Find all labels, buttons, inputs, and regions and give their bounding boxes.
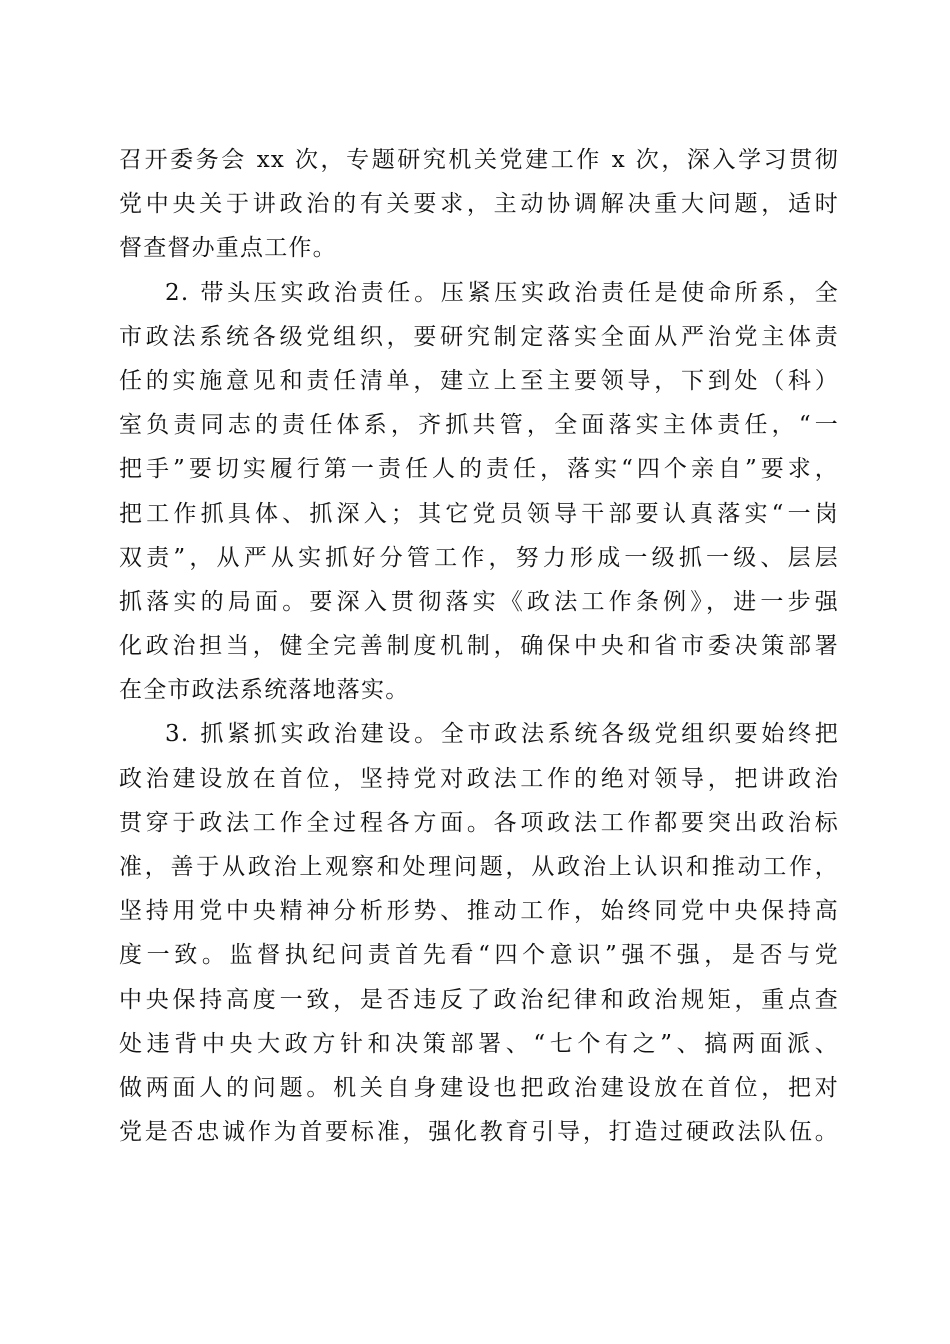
text-line: 化政治担当，健全完善制度机制，确保中央和省市委决策部署 (119, 633, 839, 660)
text-line: 双责”，从严从实抓好分管工作，努力形成一级抓一级、层层 (119, 544, 839, 571)
paragraph-heading-line: 3. 抓紧抓实政治建设。全市政法系统各级党组织要始终把 (165, 721, 839, 748)
text-line: 在全市政法系统落地落实。 (119, 677, 410, 704)
text-line: 坚持用党中央精神分析形势、推动工作，始终同党中央保持高 (119, 898, 839, 925)
text-line: 做两面人的问题。机关自身建设也把政治建设放在首位，把对 (119, 1074, 839, 1101)
text-line: 室负责同志的责任体系，齐抓共管，全面落实主体责任，“一 (119, 412, 839, 439)
text-line: 党是否忠诚作为首要标准，强化教育引导，打造过硬政法队伍。 (119, 1119, 839, 1146)
text-line: 市政法系统各级党组织，要研究制定落实全面从严治党主体责 (119, 323, 839, 350)
paragraph-heading-line: 2. 带头压实政治责任。压紧压实政治责任是使命所系，全 (165, 279, 839, 306)
text-line: 任的实施意见和责任清单，建立上至主要领导，下到处（科） (119, 367, 839, 394)
text-line: 处违背中央大政方针和决策部署、“七个有之”、搞两面派、 (119, 1030, 839, 1057)
text-line: 政治建设放在首位，坚持党对政法工作的绝对领导，把讲政治 (119, 765, 839, 792)
text-line: 召开委务会 xx 次，专题研究机关党建工作 x 次，深入学习贯彻 (119, 147, 839, 173)
document-body (119, 138, 839, 1154)
text-line: 准，善于从政治上观察和处理问题，从政治上认识和推动工作， (119, 854, 839, 880)
text-line: 把手”要切实履行第一责任人的责任，落实“四个亲自”要求， (119, 456, 839, 483)
text-line: 度一致。监督执纪问责首先看“四个意识”强不强，是否与党 (119, 942, 839, 969)
text-line: 中央保持高度一致，是否违反了政治纪律和政治规矩，重点查 (119, 986, 839, 1013)
text-line: 抓落实的局面。要深入贯彻落实《政法工作条例》，进一步强 (119, 588, 839, 615)
text-line: 贯穿于政法工作全过程各方面。各项政法工作都要突出政治标 (119, 809, 839, 836)
text-line: 督查督办重点工作。 (119, 235, 337, 262)
text-line: 把工作抓具体、抓深入；其它党员领导干部要认真落实“一岗 (119, 500, 839, 527)
text-line: 党中央关于讲政治的有关要求，主动协调解决重大问题，适时 (119, 191, 839, 218)
